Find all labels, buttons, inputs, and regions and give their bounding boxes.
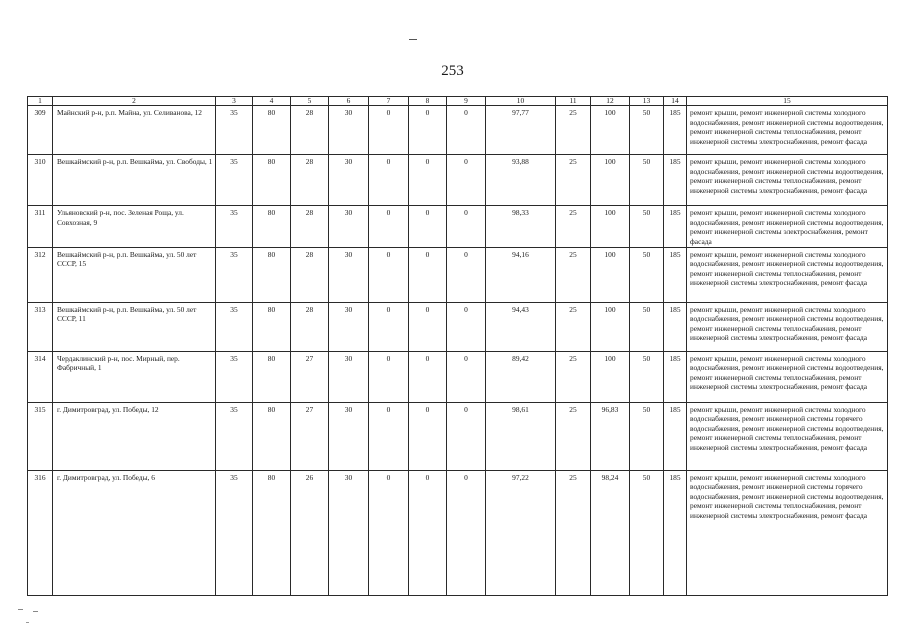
address-cell: г. Димитровград, ул. Победы, 6: [53, 470, 216, 595]
row-number: 309: [28, 106, 53, 155]
address-cell: Майнский р-н, р.п. Майна, ул. Селиванова, 12: [53, 106, 216, 155]
works-cell: ремонт крыши, ремонт инженерной системы холодного водоснабжения, ремонт инженерной системы водоотведения, ремонт инженерной системы теплоснабжения, ремонт инженерной системы электроснабжения, ремонт фасада: [687, 302, 888, 351]
value-cell-col-9: 0: [447, 302, 486, 351]
value-cell-col-12: 100: [591, 302, 630, 351]
column-header-14: 14: [664, 97, 687, 106]
value-cell-col-9: 0: [447, 155, 486, 206]
value-cell-col-8: 0: [409, 206, 447, 248]
value-cell-col-12: 100: [591, 351, 630, 402]
value-cell-col-6: 30: [329, 155, 369, 206]
value-cell-col-6: 30: [329, 351, 369, 402]
works-cell: ремонт крыши, ремонт инженерной системы холодного водоснабжения, ремонт инженерной системы горячего водоснабжения, ремонт инженерной системы водоотведения, ремонт инженерной системы теплоснабжения, ремонт инженерной системы электроснабжения, ремонт фасада: [687, 470, 888, 595]
table-row: [28, 247, 888, 302]
address-cell: Вешкаймский р-н, р.п. Вешкайма, ул. 50 лет СССР, 15: [53, 247, 216, 302]
value-cell-col-5: 27: [291, 402, 329, 470]
value-cell-col-7: 0: [369, 470, 409, 595]
value-cell-col-10: 97,22: [486, 470, 556, 595]
row-number: 313: [28, 302, 53, 351]
value-cell-col-3: 35: [216, 106, 253, 155]
repair-program-table: [27, 96, 888, 596]
column-header-3: 3: [216, 97, 253, 106]
column-header-12: 12: [591, 97, 630, 106]
value-cell-col-5: 26: [291, 470, 329, 595]
value-cell-col-13: 50: [630, 155, 664, 206]
value-cell-col-7: 0: [369, 155, 409, 206]
table-row: [28, 155, 888, 206]
column-header-15: 15: [687, 97, 888, 106]
value-cell-col-12: 98,24: [591, 470, 630, 595]
value-cell-col-13: 50: [630, 247, 664, 302]
value-cell-col-5: 28: [291, 206, 329, 248]
scan-mark-top: [409, 39, 417, 40]
value-cell-col-13: 50: [630, 206, 664, 248]
row-number: 312: [28, 247, 53, 302]
value-cell-col-7: 0: [369, 351, 409, 402]
table-row: [28, 206, 888, 248]
header-row: [28, 97, 888, 106]
value-cell-col-8: 0: [409, 351, 447, 402]
address-cell: г. Димитровград, ул. Победы, 12: [53, 402, 216, 470]
value-cell-col-6: 30: [329, 247, 369, 302]
value-cell-col-4: 80: [253, 302, 291, 351]
value-cell-col-12: 100: [591, 155, 630, 206]
value-cell-col-9: 0: [447, 206, 486, 248]
value-cell-col-9: 0: [447, 106, 486, 155]
value-cell-col-11: 25: [556, 351, 591, 402]
scan-mark-bottom-2: [33, 611, 38, 612]
value-cell-col-11: 25: [556, 155, 591, 206]
column-header-2: 2: [53, 97, 216, 106]
value-cell-col-6: 30: [329, 206, 369, 248]
value-cell-col-8: 0: [409, 470, 447, 595]
value-cell-col-14: 185: [664, 351, 687, 402]
value-cell-col-4: 80: [253, 470, 291, 595]
value-cell-col-7: 0: [369, 247, 409, 302]
value-cell-col-3: 35: [216, 155, 253, 206]
value-cell-col-13: 50: [630, 402, 664, 470]
column-header-8: 8: [409, 97, 447, 106]
column-header-13: 13: [630, 97, 664, 106]
column-header-1: 1: [28, 97, 53, 106]
address-cell: Ульяновский р-н, пос. Зеленая Роща, ул. Совхозная, 9: [53, 206, 216, 248]
column-header-9: 9: [447, 97, 486, 106]
table-row: [28, 106, 888, 155]
value-cell-col-3: 35: [216, 247, 253, 302]
value-cell-col-3: 35: [216, 302, 253, 351]
value-cell-col-14: 185: [664, 470, 687, 595]
value-cell-col-13: 50: [630, 302, 664, 351]
column-header-5: 5: [291, 97, 329, 106]
value-cell-col-14: 185: [664, 402, 687, 470]
page-number: 253: [441, 63, 464, 79]
value-cell-col-3: 35: [216, 351, 253, 402]
scan-mark-bottom-3: [26, 622, 29, 623]
row-number: 311: [28, 206, 53, 248]
row-number: 310: [28, 155, 53, 206]
address-cell: Чердаклинский р-н, пос. Мирный, пер. Фабричный, 1: [53, 351, 216, 402]
value-cell-col-6: 30: [329, 302, 369, 351]
value-cell-col-10: 93,88: [486, 155, 556, 206]
table-row: [28, 470, 888, 595]
value-cell-col-3: 35: [216, 402, 253, 470]
value-cell-col-14: 185: [664, 106, 687, 155]
value-cell-col-14: 185: [664, 206, 687, 248]
value-cell-col-14: 185: [664, 302, 687, 351]
value-cell-col-9: 0: [447, 402, 486, 470]
row-number: 315: [28, 402, 53, 470]
value-cell-col-8: 0: [409, 302, 447, 351]
works-cell: ремонт крыши, ремонт инженерной системы холодного водоснабжения, ремонт инженерной системы водоотведения, ремонт инженерной системы электроснабжения, ремонт фасада: [687, 206, 888, 248]
column-header-11: 11: [556, 97, 591, 106]
value-cell-col-12: 100: [591, 247, 630, 302]
value-cell-col-4: 80: [253, 155, 291, 206]
value-cell-col-13: 50: [630, 470, 664, 595]
value-cell-col-6: 30: [329, 470, 369, 595]
works-cell: ремонт крыши, ремонт инженерной системы холодного водоснабжения, ремонт инженерной системы водоотведения, ремонт инженерной системы теплоснабжения, ремонт инженерной системы электроснабжения, ремонт фасада: [687, 106, 888, 155]
value-cell-col-10: 94,43: [486, 302, 556, 351]
value-cell-col-11: 25: [556, 247, 591, 302]
value-cell-col-14: 185: [664, 247, 687, 302]
value-cell-col-10: 98,61: [486, 402, 556, 470]
value-cell-col-5: 27: [291, 351, 329, 402]
column-header-7: 7: [369, 97, 409, 106]
table-row: [28, 402, 888, 470]
column-header-4: 4: [253, 97, 291, 106]
value-cell-col-3: 35: [216, 470, 253, 595]
table-row: [28, 302, 888, 351]
value-cell-col-8: 0: [409, 247, 447, 302]
value-cell-col-11: 25: [556, 470, 591, 595]
column-header-6: 6: [329, 97, 369, 106]
address-cell: Вешкаймский р-н, р.п. Вешкайма, ул. Свободы, 1: [53, 155, 216, 206]
value-cell-col-13: 50: [630, 351, 664, 402]
value-cell-col-11: 25: [556, 302, 591, 351]
value-cell-col-14: 185: [664, 155, 687, 206]
value-cell-col-4: 80: [253, 206, 291, 248]
value-cell-col-6: 30: [329, 106, 369, 155]
value-cell-col-3: 35: [216, 206, 253, 248]
value-cell-col-13: 50: [630, 106, 664, 155]
value-cell-col-8: 0: [409, 402, 447, 470]
column-header-10: 10: [486, 97, 556, 106]
value-cell-col-9: 0: [447, 470, 486, 595]
value-cell-col-11: 25: [556, 206, 591, 248]
value-cell-col-10: 89,42: [486, 351, 556, 402]
value-cell-col-10: 94,16: [486, 247, 556, 302]
value-cell-col-11: 25: [556, 106, 591, 155]
value-cell-col-4: 80: [253, 351, 291, 402]
works-cell: ремонт крыши, ремонт инженерной системы холодного водоснабжения, ремонт инженерной системы водоотведения, ремонт инженерной системы теплоснабжения, ремонт инженерной системы электроснабжения, ремонт фасада: [687, 351, 888, 402]
value-cell-col-8: 0: [409, 106, 447, 155]
value-cell-col-9: 0: [447, 247, 486, 302]
value-cell-col-10: 98,33: [486, 206, 556, 248]
works-cell: ремонт крыши, ремонт инженерной системы холодного водоснабжения, ремонт инженерной системы водоотведения, ремонт инженерной системы теплоснабжения, ремонт инженерной системы электроснабжения, ремонт фасада: [687, 155, 888, 206]
scan-mark-bottom-1: [18, 609, 23, 610]
value-cell-col-7: 0: [369, 106, 409, 155]
value-cell-col-11: 25: [556, 402, 591, 470]
value-cell-col-6: 30: [329, 402, 369, 470]
value-cell-col-12: 100: [591, 206, 630, 248]
table-row: [28, 351, 888, 402]
row-number: 316: [28, 470, 53, 595]
value-cell-col-7: 0: [369, 206, 409, 248]
value-cell-col-12: 100: [591, 106, 630, 155]
value-cell-col-4: 80: [253, 247, 291, 302]
value-cell-col-9: 0: [447, 351, 486, 402]
address-cell: Вешкаймский р-н, р.п. Вешкайма, ул. 50 лет СССР, 11: [53, 302, 216, 351]
value-cell-col-7: 0: [369, 302, 409, 351]
row-number: 314: [28, 351, 53, 402]
value-cell-col-10: 97,77: [486, 106, 556, 155]
value-cell-col-7: 0: [369, 402, 409, 470]
value-cell-col-5: 28: [291, 302, 329, 351]
value-cell-col-8: 0: [409, 155, 447, 206]
works-cell: ремонт крыши, ремонт инженерной системы холодного водоснабжения, ремонт инженерной системы горячего водоснабжения, ремонт инженерной системы водоотведения, ремонт инженерной системы теплоснабжения, ремонт инженерной системы электроснабжения, ремонт фасада: [687, 402, 888, 470]
works-cell: ремонт крыши, ремонт инженерной системы холодного водоснабжения, ремонт инженерной системы водоотведения, ремонт инженерной системы теплоснабжения, ремонт инженерной системы электроснабжения, ремонт фасада: [687, 247, 888, 302]
value-cell-col-12: 96,83: [591, 402, 630, 470]
value-cell-col-5: 28: [291, 247, 329, 302]
value-cell-col-5: 28: [291, 106, 329, 155]
value-cell-col-4: 80: [253, 106, 291, 155]
value-cell-col-4: 80: [253, 402, 291, 470]
value-cell-col-5: 28: [291, 155, 329, 206]
